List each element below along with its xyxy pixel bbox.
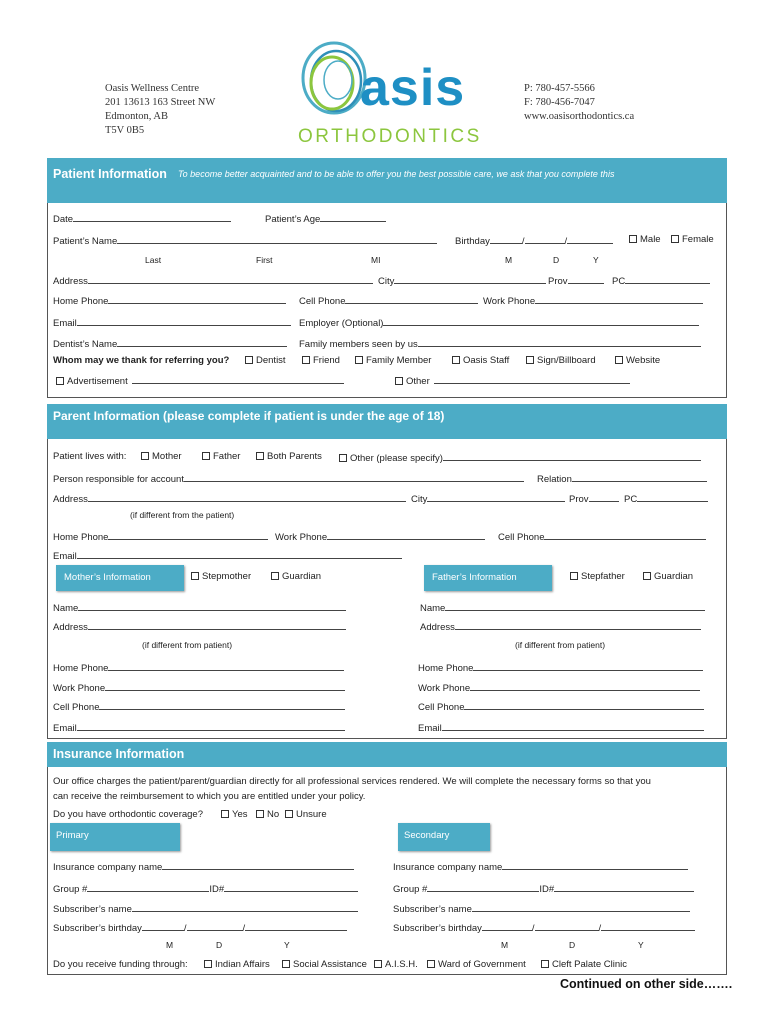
coverage-question: Do you have orthodontic coverage? <box>53 809 203 820</box>
referral-advertisement-checkbox[interactable]: Advertisement <box>56 374 344 387</box>
lives-both-checkbox[interactable]: Both Parents <box>256 451 322 462</box>
funding-social-assistance-checkbox[interactable]: Social Assistance <box>282 959 367 970</box>
section-intro: To become better acquainted and to be able to offer you the best possible care, we ask that you complete this <box>178 169 615 179</box>
referral-sign-checkbox[interactable]: Sign/Billboard <box>526 355 596 366</box>
mother-email-field[interactable]: Email <box>53 721 345 734</box>
label-first: First <box>256 255 273 265</box>
mother-home-phone-field[interactable]: Home Phone <box>53 661 344 674</box>
lives-with-label: Patient lives with: <box>53 451 127 462</box>
secondary-group-field[interactable]: Group # ID# <box>393 882 694 895</box>
label-last: Last <box>145 255 162 265</box>
label-year: Y <box>638 940 644 950</box>
logo-wordmark: asis <box>360 59 466 117</box>
website: www.oasisorthodontics.ca <box>524 111 635 122</box>
patient-section-header <box>47 158 727 203</box>
lives-mother-checkbox[interactable]: Mother <box>141 451 182 462</box>
mother-name-field[interactable]: Name <box>53 601 346 614</box>
parent-email-field[interactable]: Email <box>53 549 402 562</box>
father-cell-phone-field[interactable]: Cell Phone <box>418 700 704 713</box>
parent-prov-field[interactable]: Prov <box>569 492 619 505</box>
dentist-name-field[interactable]: Dentist’s Name <box>53 337 287 350</box>
home-phone-field[interactable]: Home Phone <box>53 294 286 307</box>
primary-group-field[interactable]: Group # ID# <box>53 882 358 895</box>
insurance-paragraph-1: Our office charges the patient/parent/guardian directly for all professional services rendered. We will complete the necessary forms so that you <box>53 776 651 787</box>
if-different-note: (if different from the patient) <box>130 510 235 520</box>
father-home-phone-field[interactable]: Home Phone <box>418 661 703 674</box>
secondary-subscriber-birthday-field[interactable]: Subscriber’s birthday / / <box>393 921 695 934</box>
label-year: Y <box>284 940 290 950</box>
address-line: 201 13613 163 Street NW <box>105 97 216 108</box>
work-phone-field[interactable]: Work Phone <box>483 294 703 307</box>
address-line: T5V 0B5 <box>105 125 145 136</box>
father-email-field[interactable]: Email <box>418 721 704 734</box>
secondary-subscriber-name-field[interactable]: Subscriber’s name <box>393 902 690 915</box>
email-field[interactable]: Email <box>53 316 291 329</box>
address-line: Oasis Wellness Centre <box>105 83 200 94</box>
secondary-tab: Secondary <box>398 823 490 851</box>
patient-name-field[interactable]: Patient’s Name <box>53 234 437 247</box>
referral-friend-checkbox[interactable]: Friend <box>302 355 340 366</box>
lives-father-checkbox[interactable]: Father <box>202 451 240 462</box>
referral-dentist-checkbox[interactable]: Dentist <box>245 355 286 366</box>
oasis-logo <box>298 38 483 150</box>
mother-guardian-checkbox[interactable]: Guardian <box>271 571 321 582</box>
referral-other-checkbox[interactable]: Other <box>395 374 630 387</box>
date-field[interactable]: Date <box>53 212 231 225</box>
mother-address-field[interactable]: Address <box>53 620 346 633</box>
mother-cell-phone-field[interactable]: Cell Phone <box>53 700 345 713</box>
coverage-unsure-checkbox[interactable]: Unsure <box>285 809 327 820</box>
parent-city-field[interactable]: City <box>411 492 565 505</box>
section-title: Patient Information <box>53 167 167 181</box>
phone: P: 780-457-5566 <box>524 83 595 94</box>
stepmother-checkbox[interactable]: Stepmother <box>191 571 251 582</box>
label-month: M <box>505 255 513 265</box>
father-address-field[interactable]: Address <box>420 620 701 633</box>
coverage-no-checkbox[interactable]: No <box>256 809 279 820</box>
pc-field[interactable]: PC <box>612 274 710 287</box>
employer-field[interactable]: Employer (Optional) <box>299 316 699 329</box>
funding-indian-affairs-checkbox[interactable]: Indian Affairs <box>204 959 270 970</box>
relation-field[interactable]: Relation <box>537 472 707 485</box>
family-members-field[interactable]: Family members seen by us <box>299 337 701 350</box>
mother-work-phone-field[interactable]: Work Phone <box>53 681 345 694</box>
mother-info-tab: Mother’s Information <box>56 565 184 591</box>
parent-section-header <box>47 404 727 439</box>
father-work-phone-field[interactable]: Work Phone <box>418 681 700 694</box>
address-line: Edmonton, AB <box>105 111 169 122</box>
cell-phone-field[interactable]: Cell Phone <box>299 294 478 307</box>
insurance-paragraph-2: can receive the reimbursement to which you are entitled under your policy. <box>53 791 366 802</box>
insurance-section-header <box>47 742 727 767</box>
mother-if-different-note: (if different from patient) <box>142 640 233 650</box>
referral-family-checkbox[interactable]: Family Member <box>355 355 431 366</box>
secondary-company-field[interactable]: Insurance company name <box>393 860 688 873</box>
clinic-address <box>105 82 215 138</box>
label-day: D <box>216 940 223 950</box>
primary-company-field[interactable]: Insurance company name <box>53 860 354 873</box>
label-month: M <box>501 940 509 950</box>
parent-work-phone-field[interactable]: Work Phone <box>275 530 485 543</box>
father-if-different-note: (if different from patient) <box>515 640 606 650</box>
label-mi: MI <box>371 255 381 265</box>
referral-staff-checkbox[interactable]: Oasis Staff <box>452 355 509 366</box>
male-checkbox[interactable]: Male <box>629 234 661 245</box>
continued-note: Continued on other side……. <box>560 977 733 991</box>
label-day: D <box>553 255 560 265</box>
father-info-tab: Father’s Information <box>424 565 552 591</box>
label-month: M <box>166 940 174 950</box>
funding-ward-checkbox[interactable]: Ward of Government <box>427 959 526 970</box>
father-name-field[interactable]: Name <box>420 601 705 614</box>
age-field[interactable]: Patient’s Age <box>265 212 386 225</box>
label-day: D <box>569 940 576 950</box>
referral-question: Whom may we thank for referring you? <box>53 355 230 366</box>
parent-cell-phone-field[interactable]: Cell Phone <box>498 530 706 543</box>
prov-field[interactable]: Prov <box>548 274 604 287</box>
label-year: Y <box>593 255 599 265</box>
funding-cleft-palate-checkbox[interactable]: Cleft Palate Clinic <box>541 959 627 970</box>
referral-website-checkbox[interactable]: Website <box>615 355 660 366</box>
funding-aish-checkbox[interactable]: A.I.S.H. <box>374 959 418 970</box>
primary-subscriber-name-field[interactable]: Subscriber’s name <box>53 902 358 915</box>
primary-subscriber-birthday-field[interactable]: Subscriber’s birthday / / <box>53 921 347 934</box>
section-title: Insurance Information <box>53 747 185 761</box>
lives-other-checkbox[interactable]: Other (please specify) <box>339 451 701 464</box>
father-guardian-checkbox[interactable]: Guardian <box>643 571 693 582</box>
female-checkbox[interactable]: Female <box>671 234 714 245</box>
fax: F: 780-456-7047 <box>524 97 595 108</box>
stepfather-checkbox[interactable]: Stepfather <box>570 571 625 582</box>
parent-address-field[interactable]: Address <box>53 492 406 505</box>
clinic-contact <box>524 82 634 124</box>
birthday-field[interactable]: Birthday / / <box>455 234 613 247</box>
responsible-field[interactable]: Person responsible for account <box>53 472 524 485</box>
section-title: Parent Information (please complete if patient is under the age of 18) <box>53 409 445 423</box>
funding-question: Do you receive funding through: <box>53 959 188 970</box>
city-field[interactable]: City <box>378 274 546 287</box>
primary-tab: Primary <box>50 823 180 851</box>
parent-home-phone-field[interactable]: Home Phone <box>53 530 268 543</box>
parent-pc-field[interactable]: PC <box>624 492 708 505</box>
coverage-yes-checkbox[interactable]: Yes <box>221 809 248 820</box>
logo-subtitle: ORTHODONTICS <box>298 126 482 147</box>
address-field[interactable]: Address <box>53 274 373 287</box>
